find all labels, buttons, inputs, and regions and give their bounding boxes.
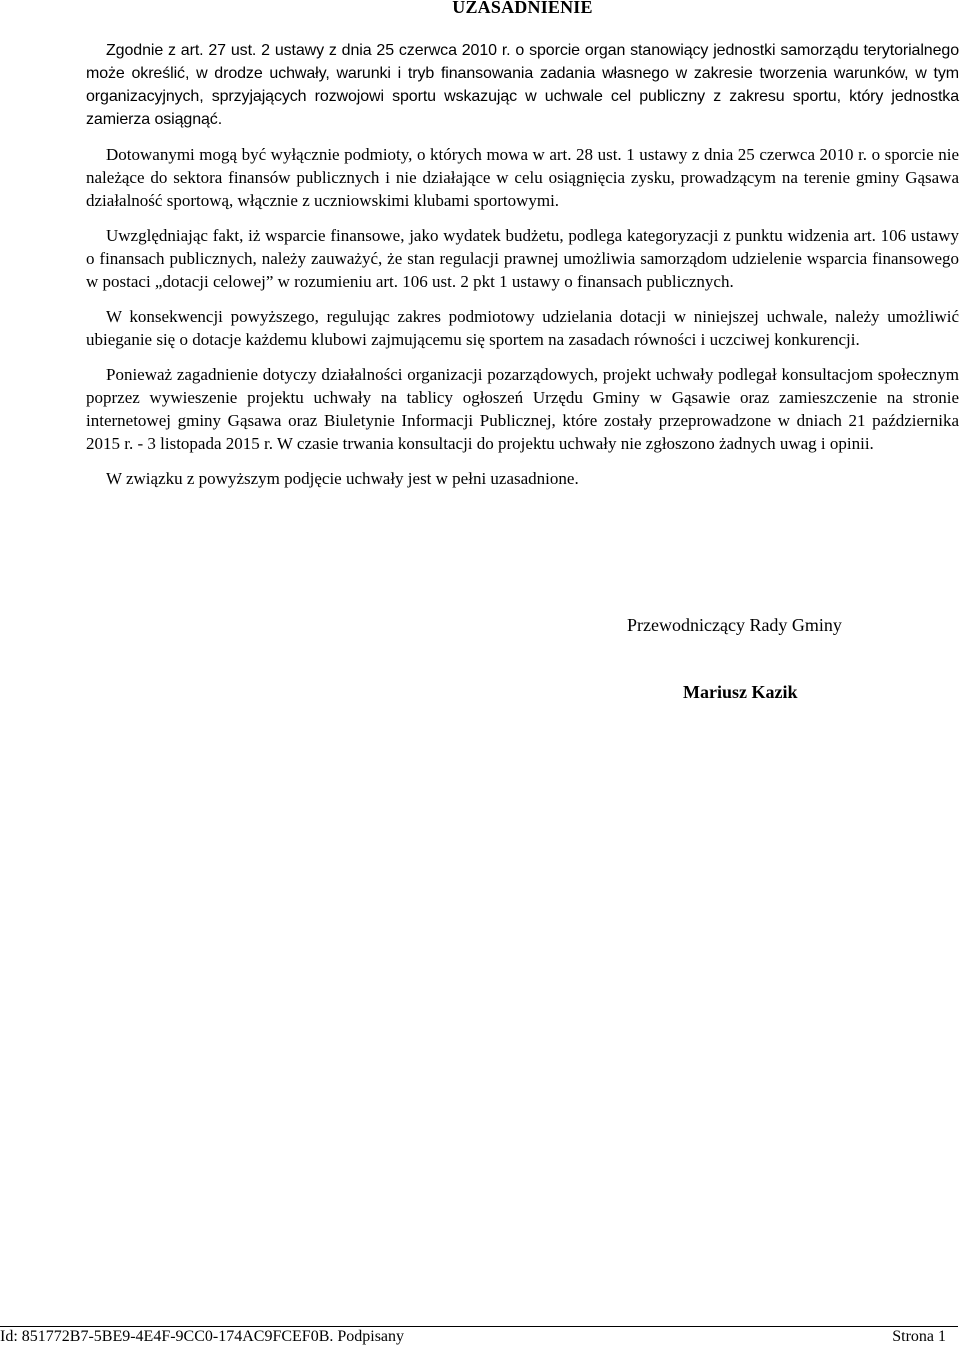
document-heading: UZASADNIENIE (452, 0, 593, 17)
footer-divider (0, 1326, 958, 1327)
paragraph-consultations: Ponieważ zagadnienie dotyczy działalności organizacji pozarządowych, projekt uchwały podlegał konsultacjom społecznym poprzez wywieszenie projektu uchwały na tablicy ogłoszeń Urzędu Gminy w Gąsawie oraz zamieszczenie na stronie internetowej gminy Gąsawa oraz Biuletynie Informacji Publicznej, które zostały przeprowadzone w dniach 21 października 2015 r. - 3 listopada 2015 r. W czasie trwania konsultacji do projektu uchwały nie zgłoszono żadnych uwag i opinii. (86, 365, 959, 453)
paragraph-conclusion: W związku z powyższym podjęcie uchwały jest w pełni uzasadnione. (106, 469, 579, 488)
footer-page-number: Strona 1 (892, 1328, 946, 1345)
paragraph-financial-support: Uwzględniając fakt, iż wsparcie finansowe, jako wydatek budżetu, podlega kategoryzacji z punktu widzenia art. 106 ustawy o finansach publicznych, należy zauważyć, że stan regulacji prawnej umożliwia samorządom udzielenie wsparcia finansowego w postaci „dotacji celowej” w rozumieniu art. 106 ust. 2 pkt 1 ustawy o finansach publicznych. (86, 226, 959, 291)
paragraph-legal-basis: Zgodnie z art. 27 ust. 2 ustawy z dnia 25 czerwca 2010 r. o sporcie organ stanowiący jednostki samorządu terytorialnego może określić, w drodze uchwały, warunki i tryb finansowania zadania własnego w zakresie tworzenia warunków, w tym organizacyjnych, sprzyjających rozwojowi sportu wskazując w uchwale cel publiczny z zakresu sportu, który jednostka zamierza osiągnąć. (86, 42, 959, 128)
signature-title: Przewodniczący Rady Gminy (627, 615, 842, 635)
paragraph-eligible-entities: Dotowanymi mogą być wyłącznie podmioty, o których mowa w art. 28 ust. 1 ustawy z dnia 25 czerwca 2010 r. o sporcie nie należące do sektora finansów publicznych i nie działające w celu osiągnięcia zysku, prowadzącym na terenie gminy Gąsawa działalność sportową, włącznie z uczniowskimi klubami sportowymi. (86, 145, 959, 210)
paragraph-consequences: W konsekwencji powyższego, regulując zakres podmiotowy udzielania dotacji w niniejszej uchwale, należy umożliwić ubieganie się o dotacje każdemu klubowi zajmującemu się sportem na zasadach równości i uczciwej konkurencji. (86, 307, 959, 349)
footer-document-id: Id: 851772B7-5BE9-4E4F-9CC0-174AC9FCEF0B. Podpisany (0, 1328, 405, 1345)
signature-name: Mariusz Kazik (683, 682, 798, 702)
document-body (86, 39, 959, 502)
